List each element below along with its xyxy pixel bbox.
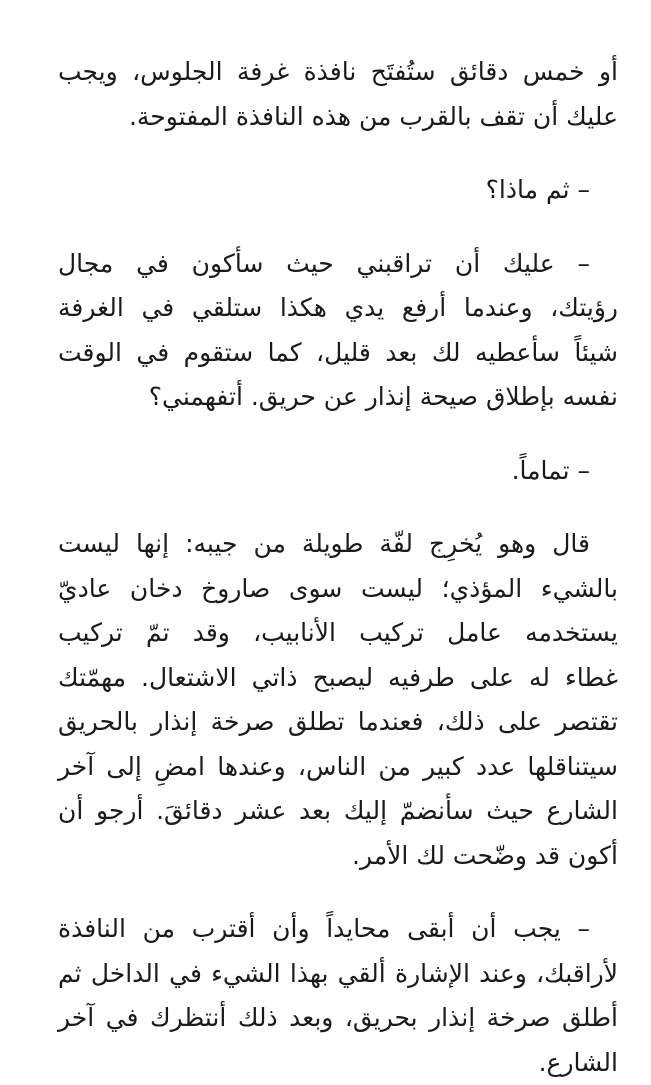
- text-line: بالشيء المؤذي؛ ليست سوى صاروخ دخان عاديّ: [58, 567, 618, 612]
- text-line: قال وهو يُخرِج لفّة طويلة من جيبه: إنها ليست: [58, 522, 618, 567]
- paragraph-smoke-rocket: [58, 522, 618, 878]
- paragraph-window-instructions: [58, 50, 618, 139]
- text-line: غطاء له على طرفيه ليصبح ذاتي الاشتعال. مهمّتك: [58, 656, 618, 701]
- text-line: رؤيتك، وعندما أرفع يدي هكذا ستلقي في الغرفة: [58, 286, 618, 331]
- text-line: – تماماً.: [58, 449, 590, 494]
- text-line: عليك أن تقف بالقرب من هذه النافذة المفتوحة.: [58, 95, 618, 140]
- paragraph-dialogue-then-what: [58, 168, 618, 213]
- text-line: يستخدمه عامل تركيب الأنابيب، وقد تمّ تركيب: [58, 611, 618, 656]
- text-line: الشارع.: [58, 1041, 618, 1085]
- paragraph-dialogue-watch-me: [58, 242, 618, 420]
- book-page-text: [58, 50, 618, 1085]
- paragraph-dialogue-stay-neutral: [58, 907, 618, 1085]
- paragraph-dialogue-exactly: [58, 449, 618, 494]
- text-line: نفسه بإطلاق صيحة إنذار عن حريق. أتفهمني؟: [58, 375, 618, 420]
- text-line: أكون قد وضّحت لك الأمر.: [58, 834, 618, 879]
- text-line: شيئاً سأعطيه لك بعد قليل، كما ستقوم في الوقت: [58, 331, 618, 376]
- text-line: الشارع حيث سأنضمّ إليك بعد عشر دقائقَ. أرجو أن: [58, 789, 618, 834]
- text-line: أطلق صرخة إنذار بحريق، وبعد ذلك أنتظرك في آخر: [58, 996, 618, 1041]
- text-line: – ثم ماذا؟: [58, 168, 590, 213]
- text-line: أو خمس دقائق ستُفتَح نافذة غرفة الجلوس، ويجب: [58, 50, 618, 95]
- text-line: لأراقبك، وعند الإشارة ألقي بهذا الشيء في الداخل ثم: [58, 952, 618, 997]
- text-line: سيتناقلها عدد كبير من الناس، وعندها امضِ إلى آخر: [58, 745, 618, 790]
- text-line: – يجب أن أبقى محايداً وأن أقترب من النافذة: [58, 907, 618, 952]
- text-line: تقتصر على ذلك، فعندما تطلق صرخة إنذار بالحريق: [58, 700, 618, 745]
- text-line: – عليك أن تراقبني حيث سأكون في مجال: [58, 242, 618, 287]
